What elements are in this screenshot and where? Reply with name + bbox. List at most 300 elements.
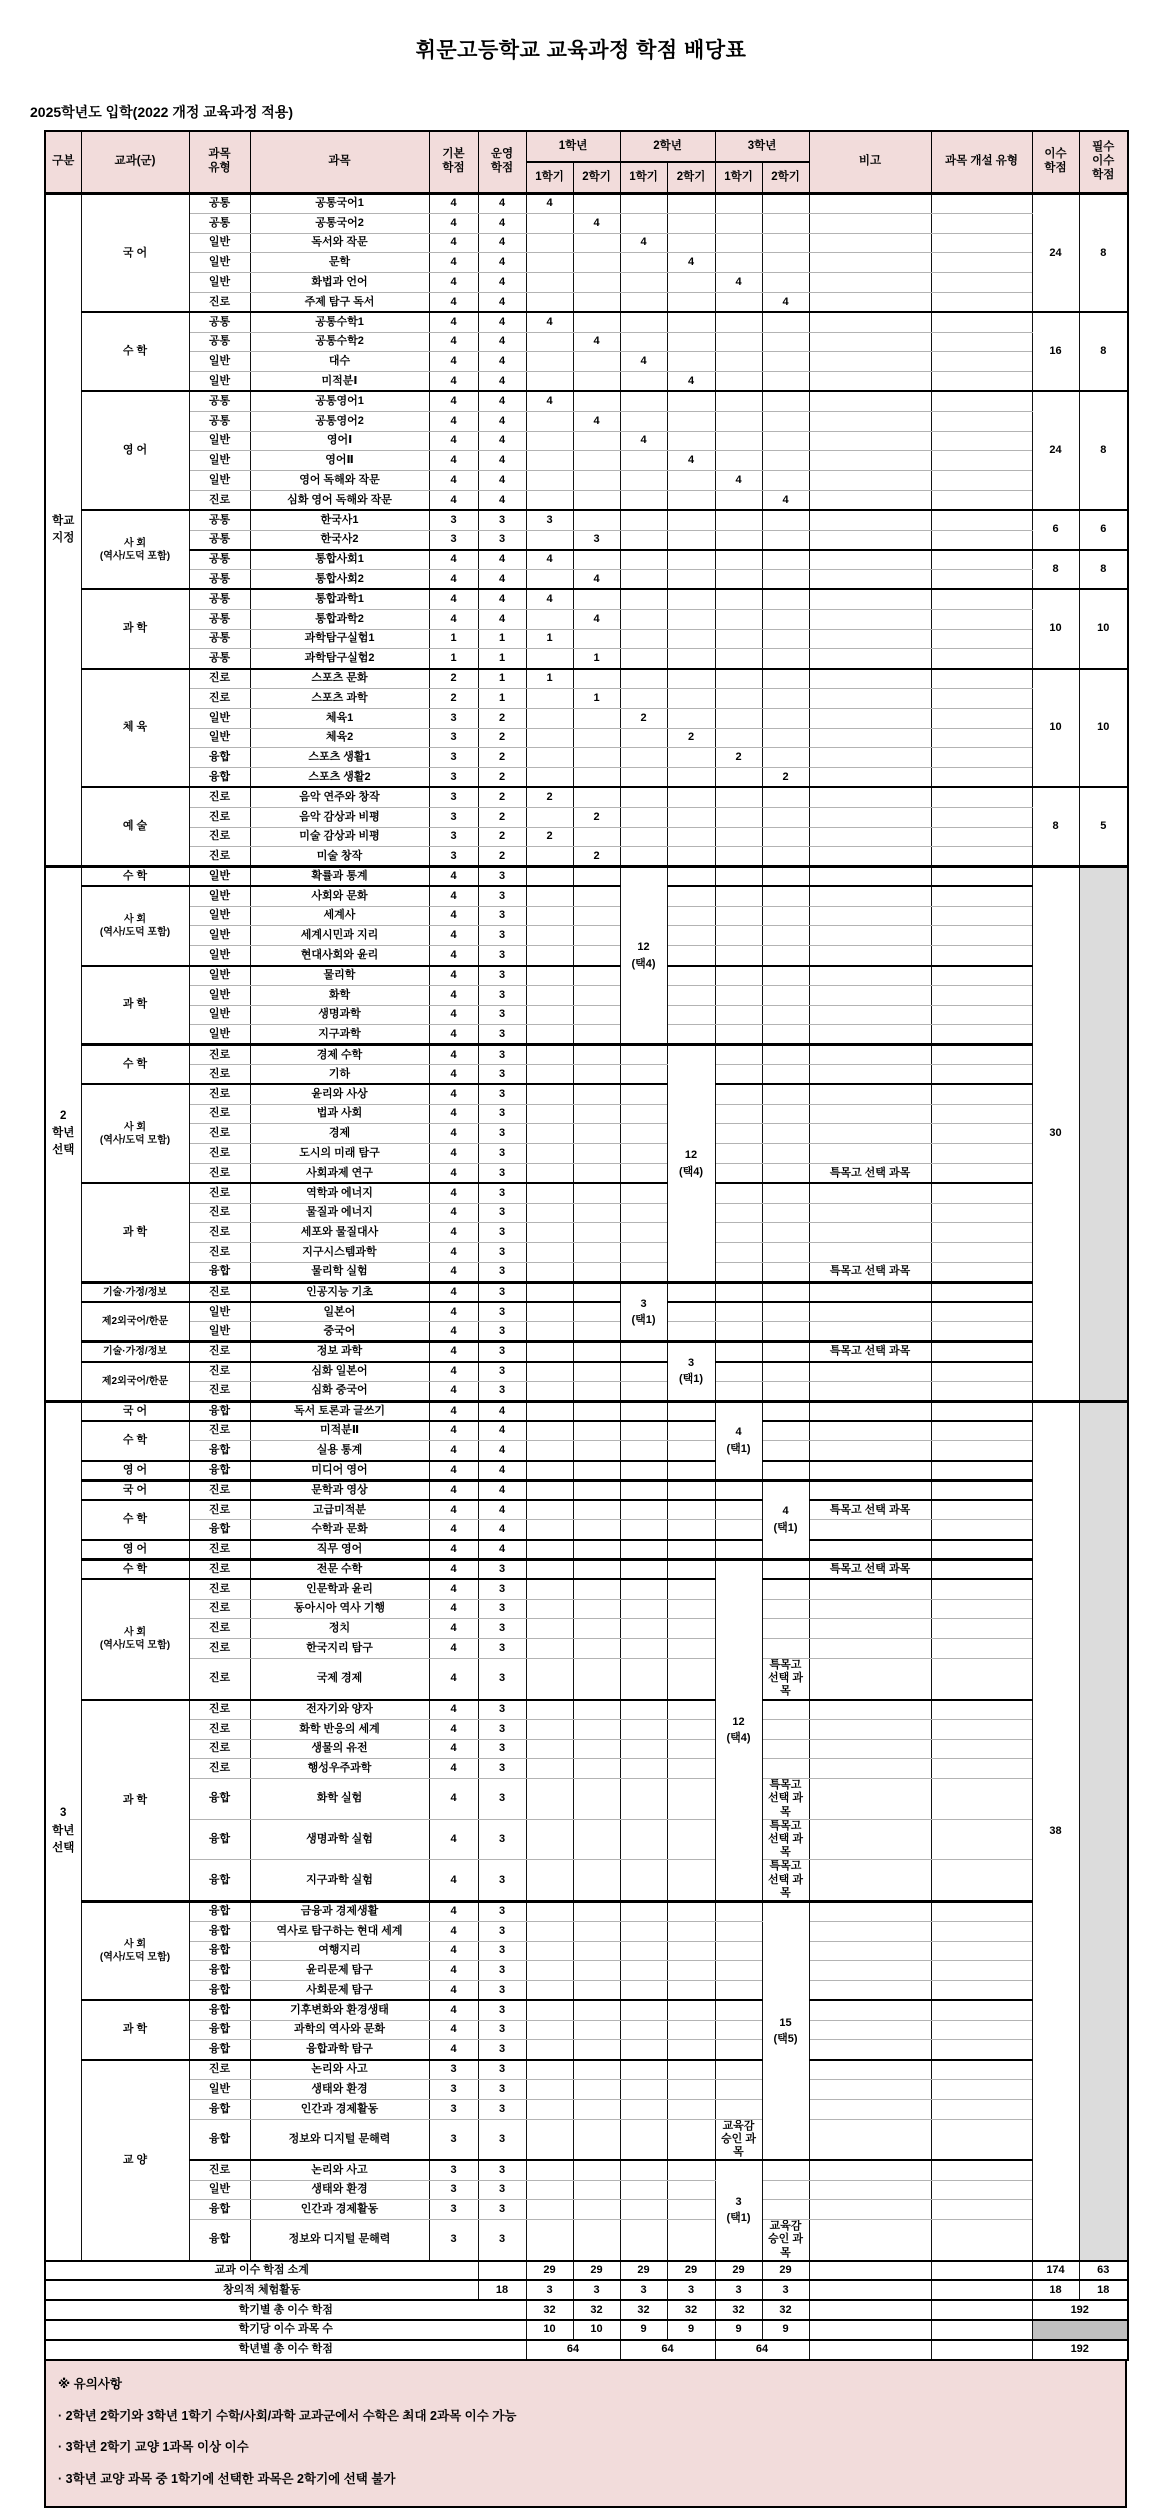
year1-sem2-cell bbox=[573, 273, 620, 293]
open-type-cell bbox=[931, 1819, 1032, 1860]
year3-sem2-cell: 4 (택1) bbox=[762, 1480, 809, 1559]
open-type-cell bbox=[931, 1322, 1032, 1342]
run-credit-cell: 3 bbox=[478, 1065, 526, 1085]
year1-sem2-cell bbox=[573, 669, 620, 689]
year2-sem2-cell bbox=[667, 985, 715, 1005]
required-credit-cell: 6 bbox=[1079, 510, 1128, 550]
base-credit-cell: 4 bbox=[429, 1065, 478, 1085]
base-credit-cell: 4 bbox=[429, 966, 478, 986]
year2-sem2-cell bbox=[667, 966, 715, 986]
run-credit-cell: 1 bbox=[478, 688, 526, 708]
year3-sem1-cell: 32 bbox=[715, 2300, 762, 2320]
year2-sem2-cell bbox=[667, 867, 715, 887]
year3-sem1-cell bbox=[715, 1144, 762, 1164]
year1-sem1-cell bbox=[526, 451, 573, 471]
open-type-cell bbox=[931, 1124, 1032, 1144]
page-subtitle: 2025학년도 입학(2022 개정 교육과정 적용) bbox=[30, 104, 293, 120]
remark-cell bbox=[809, 807, 931, 827]
year1-sem2-cell: 2 bbox=[573, 847, 620, 867]
year1-sem2-cell bbox=[573, 1183, 620, 1203]
year1-sem1-cell bbox=[526, 1362, 573, 1382]
year2-sem2-cell bbox=[667, 787, 715, 807]
year1-sem2-cell bbox=[573, 827, 620, 847]
base-credit-cell: 4 bbox=[429, 1540, 478, 1560]
course-name-cell: 실용 통계 bbox=[250, 1441, 429, 1461]
remark-cell bbox=[809, 926, 931, 946]
run-credit-cell: 3 bbox=[478, 1164, 526, 1184]
year1-sem1-cell: 1 bbox=[526, 669, 573, 689]
course-name-cell: 역학과 에너지 bbox=[250, 1183, 429, 1203]
course-type-cell: 공통 bbox=[189, 589, 250, 609]
base-credit-cell: 4 bbox=[429, 609, 478, 629]
base-credit-cell: 3 bbox=[429, 2160, 478, 2180]
course-name-cell: 과학탐구실험1 bbox=[250, 629, 429, 649]
year1-sem1-cell: 3 bbox=[526, 510, 573, 530]
year1-sem1-cell: 10 bbox=[526, 2320, 573, 2340]
year3-sem2-cell bbox=[762, 1025, 809, 1045]
run-credit-cell: 3 bbox=[478, 2020, 526, 2040]
year1-sem1-cell bbox=[526, 609, 573, 629]
course-name-cell: 논리와 사고 bbox=[250, 2060, 429, 2080]
year1-sem2-cell bbox=[573, 1540, 620, 1560]
year3-sem2-cell bbox=[762, 1065, 809, 1085]
base-credit-cell: 3 bbox=[429, 847, 478, 867]
year2-sem2-cell bbox=[667, 2060, 715, 2080]
remark-cell bbox=[809, 1819, 931, 1860]
year1-sem1-cell bbox=[526, 292, 573, 312]
base-credit-cell: 4 bbox=[429, 292, 478, 312]
year1-sem1-cell bbox=[526, 1223, 573, 1243]
open-type-cell bbox=[931, 1559, 1032, 1579]
run-credit-cell: 4 bbox=[478, 451, 526, 471]
subject-group-cell: 체 육 bbox=[81, 669, 189, 788]
remark-cell bbox=[809, 2340, 931, 2360]
year3-sem2-cell bbox=[762, 1164, 809, 1184]
base-credit-cell: 1 bbox=[429, 649, 478, 669]
year3-sem2-cell bbox=[762, 906, 809, 926]
year1-sem2-cell bbox=[573, 1941, 620, 1961]
year2-sem2-cell bbox=[667, 2220, 715, 2261]
remark-cell bbox=[809, 1322, 931, 1342]
year2-sem1-cell bbox=[620, 768, 667, 788]
open-type-cell bbox=[931, 1144, 1032, 1164]
course-type-cell: 진로 bbox=[189, 1065, 250, 1085]
year1-sem1-cell bbox=[526, 490, 573, 510]
year1-sem1-cell bbox=[526, 1639, 573, 1659]
course-type-cell: 진로 bbox=[189, 1183, 250, 1203]
year1-sem2-cell bbox=[573, 1144, 620, 1164]
course-type-cell: 일반 bbox=[189, 431, 250, 451]
course-name-cell: 세계사 bbox=[250, 906, 429, 926]
course-type-cell: 융합 bbox=[189, 748, 250, 768]
open-type-cell bbox=[931, 1700, 1032, 1720]
remark-cell bbox=[809, 431, 931, 451]
course-name-cell: 문학과 영상 bbox=[250, 1480, 429, 1500]
year1-sem2-cell bbox=[573, 233, 620, 253]
course-name-cell: 심화 영어 독해와 작문 bbox=[250, 490, 429, 510]
subject-group-cell: 수 학 bbox=[81, 867, 189, 887]
course-type-cell: 일반 bbox=[189, 253, 250, 273]
year2-sem1-cell bbox=[620, 510, 667, 530]
year2-sem2-cell bbox=[667, 391, 715, 411]
run-credit-cell: 4 bbox=[478, 550, 526, 570]
year1-sem1-cell bbox=[526, 273, 573, 293]
year3-sem1-cell bbox=[715, 946, 762, 966]
year1-sem1-cell bbox=[526, 1381, 573, 1401]
year2-sem2-cell bbox=[667, 233, 715, 253]
base-credit-cell: 3 bbox=[429, 510, 478, 530]
year3-sem2-cell bbox=[762, 451, 809, 471]
base-credit-cell: 4 bbox=[429, 1441, 478, 1461]
open-type-cell bbox=[931, 1203, 1032, 1223]
year1-sem1-cell: 29 bbox=[526, 2261, 573, 2281]
year3-sem2-cell bbox=[762, 1005, 809, 1025]
course-type-cell: 진로 bbox=[189, 1759, 250, 1779]
gubun-cell: 2 학년 선택 bbox=[45, 867, 81, 1402]
open-type-cell bbox=[931, 1759, 1032, 1779]
course-name-cell: 한국지리 탐구 bbox=[250, 1639, 429, 1659]
year2-sem1-cell bbox=[620, 451, 667, 471]
year2-sem2-cell bbox=[667, 847, 715, 867]
course-type-cell: 융합 bbox=[189, 2220, 250, 2261]
base-credit-cell: 4 bbox=[429, 1203, 478, 1223]
open-type-cell bbox=[931, 985, 1032, 1005]
year3-sem2-cell: 특목고 선택 과목 bbox=[762, 1819, 809, 1860]
year2-sem2-cell bbox=[667, 1540, 715, 1560]
year2-sem1-cell bbox=[620, 1362, 667, 1382]
year2-sem1-cell bbox=[620, 1381, 667, 1401]
open-type-cell bbox=[931, 1658, 1032, 1699]
year2-sem1-cell bbox=[620, 372, 667, 392]
subject-group-cell: 수 학 bbox=[81, 1045, 189, 1085]
base-credit-cell: 4 bbox=[429, 213, 478, 233]
year3-sem1-cell bbox=[715, 372, 762, 392]
year3-sem1-cell bbox=[715, 1540, 762, 1560]
year1-sem1-cell bbox=[526, 1779, 573, 1820]
year2-sem2-cell bbox=[667, 669, 715, 689]
remark-cell bbox=[809, 669, 931, 689]
year2-sem1-cell bbox=[620, 609, 667, 629]
year3-sem1-cell: 2 bbox=[715, 748, 762, 768]
run-credit-cell: 3 bbox=[478, 2060, 526, 2080]
courses-per-semester-empty bbox=[1032, 2320, 1128, 2340]
run-credit-cell: 2 bbox=[478, 827, 526, 847]
course-name-cell: 심화 중국어 bbox=[250, 1381, 429, 1401]
open-type-cell bbox=[931, 966, 1032, 986]
base-credit-cell: 4 bbox=[429, 1282, 478, 1302]
year1-sem1-cell bbox=[526, 1065, 573, 1085]
run-credit-cell: 3 bbox=[478, 1961, 526, 1981]
year1-sem1-cell: 2 bbox=[526, 787, 573, 807]
year1-sem2-cell bbox=[573, 391, 620, 411]
remark-cell bbox=[809, 1144, 931, 1164]
run-credit-cell: 3 bbox=[478, 1619, 526, 1639]
year3-sem2-cell bbox=[762, 688, 809, 708]
header-earned-credit: 이수 학점 bbox=[1032, 131, 1079, 194]
open-type-cell bbox=[931, 352, 1032, 372]
year2-sem2-cell bbox=[667, 926, 715, 946]
run-credit-cell: 3 bbox=[478, 530, 526, 550]
year1-sem2-cell bbox=[573, 1322, 620, 1342]
course-type-cell: 진로 bbox=[189, 1719, 250, 1739]
year1-sem1-cell bbox=[526, 807, 573, 827]
year1-sem1-cell: 64 bbox=[526, 2340, 620, 2360]
course-type-cell: 진로 bbox=[189, 1045, 250, 1065]
course-name-cell: 정보와 디지털 문해력 bbox=[250, 2119, 429, 2160]
year1-sem1-cell bbox=[526, 213, 573, 233]
remark-cell: 특목고 선택 과목 bbox=[809, 1342, 931, 1362]
year3-sem2-cell bbox=[762, 1599, 809, 1619]
year3-sem1-cell bbox=[715, 589, 762, 609]
year3-sem2-cell bbox=[762, 550, 809, 570]
year2-sem1-cell bbox=[620, 1263, 667, 1283]
year2-sem2-cell bbox=[667, 649, 715, 669]
course-type-cell: 융합 bbox=[189, 2200, 250, 2220]
header-y3s1: 1학기 bbox=[715, 162, 762, 194]
subject-group-cell: 국 어 bbox=[81, 1401, 189, 1421]
year3-sem2-cell: 3 bbox=[762, 2280, 809, 2300]
open-type-cell bbox=[931, 332, 1032, 352]
remark-cell bbox=[809, 1579, 931, 1599]
year3-sem1-cell bbox=[715, 1223, 762, 1243]
run-credit-cell: 3 bbox=[478, 1243, 526, 1263]
remark-cell bbox=[809, 1961, 931, 1981]
course-name-cell: 경제 수학 bbox=[250, 1045, 429, 1065]
base-credit-cell: 4 bbox=[429, 1719, 478, 1739]
year1-sem1-cell bbox=[526, 471, 573, 491]
course-type-cell: 진로 bbox=[189, 1223, 250, 1243]
remark-cell bbox=[809, 2280, 931, 2300]
run-credit-cell: 1 bbox=[478, 649, 526, 669]
year1-sem1-cell bbox=[526, 530, 573, 550]
year2-sem2-cell bbox=[667, 946, 715, 966]
run-credit-cell: 3 bbox=[478, 886, 526, 906]
year1-sem2-cell bbox=[573, 1381, 620, 1401]
year1-sem2-cell bbox=[573, 1779, 620, 1820]
run-credit-cell: 3 bbox=[478, 1579, 526, 1599]
open-type-cell bbox=[931, 292, 1032, 312]
year1-sem1-cell bbox=[526, 570, 573, 590]
course-type-cell: 진로 bbox=[189, 2160, 250, 2180]
year1-sem1-cell bbox=[526, 2080, 573, 2100]
run-credit-cell: 2 bbox=[478, 708, 526, 728]
open-type-cell bbox=[931, 411, 1032, 431]
remark-cell bbox=[809, 1223, 931, 1243]
year1-sem1-cell bbox=[526, 748, 573, 768]
year3-sem2-cell bbox=[762, 233, 809, 253]
year2-sem2-cell bbox=[667, 768, 715, 788]
course-name-cell: 독서와 작문 bbox=[250, 233, 429, 253]
base-credit-cell: 4 bbox=[429, 1759, 478, 1779]
open-type-cell bbox=[931, 570, 1032, 590]
year3-sem2-cell bbox=[762, 669, 809, 689]
header-subject-group: 교과(군) bbox=[81, 131, 189, 194]
run-credit-cell: 4 bbox=[478, 292, 526, 312]
course-type-cell: 진로 bbox=[189, 1500, 250, 1520]
remark-cell bbox=[809, 1599, 931, 1619]
course-name-cell: 스포츠 생활1 bbox=[250, 748, 429, 768]
base-credit-cell: 4 bbox=[429, 352, 478, 372]
year3-sem2-cell bbox=[762, 1243, 809, 1263]
year3-sem1-cell bbox=[715, 1104, 762, 1124]
course-type-cell: 일반 bbox=[189, 708, 250, 728]
year2-sem1-cell bbox=[620, 1084, 667, 1104]
run-credit-cell: 2 bbox=[478, 748, 526, 768]
year2-sem2-cell bbox=[667, 471, 715, 491]
remark-cell bbox=[809, 451, 931, 471]
year2-sem1-cell bbox=[620, 1719, 667, 1739]
year3-sem1-cell bbox=[715, 629, 762, 649]
year3-sem1-cell bbox=[715, 688, 762, 708]
year3-sem2-cell: 9 bbox=[762, 2320, 809, 2340]
year1-sem1-cell: 4 bbox=[526, 550, 573, 570]
year2-sem1-cell bbox=[620, 2180, 667, 2200]
remark-cell bbox=[809, 768, 931, 788]
course-type-cell: 융합 bbox=[189, 2099, 250, 2119]
run-credit-cell: 3 bbox=[478, 1124, 526, 1144]
course-name-cell: 인간과 경제활동 bbox=[250, 2200, 429, 2220]
run-credit-cell: 1 bbox=[478, 629, 526, 649]
year1-sem1-cell bbox=[526, 1263, 573, 1283]
year1-sem2-cell bbox=[573, 1579, 620, 1599]
year3-sem1-cell bbox=[715, 847, 762, 867]
remark-cell bbox=[809, 886, 931, 906]
year1-sem2-cell: 4 bbox=[573, 332, 620, 352]
open-type-cell bbox=[931, 2200, 1032, 2220]
course-type-cell: 공통 bbox=[189, 570, 250, 590]
gubun-cell: 학교 지정 bbox=[45, 194, 81, 867]
open-type-cell bbox=[931, 1981, 1032, 2001]
course-name-cell: 미적분Ⅰ bbox=[250, 372, 429, 392]
open-type-cell bbox=[931, 886, 1032, 906]
year1-sem2-cell bbox=[573, 1520, 620, 1540]
year1-sem2-cell bbox=[573, 1860, 620, 1902]
run-credit-cell: 3 bbox=[478, 946, 526, 966]
run-credit-cell: 3 bbox=[478, 985, 526, 1005]
year1-sem1-cell bbox=[526, 728, 573, 748]
year2-sem1-cell bbox=[620, 471, 667, 491]
base-credit-cell: 2 bbox=[429, 688, 478, 708]
year1-sem2-cell bbox=[573, 1500, 620, 1520]
earned-credit-cell: 16 bbox=[1032, 312, 1079, 391]
subject-group-cell: 국 어 bbox=[81, 1480, 189, 1500]
open-type-cell bbox=[931, 2020, 1032, 2040]
course-type-cell: 공통 bbox=[189, 530, 250, 550]
remark-cell bbox=[809, 292, 931, 312]
year1-sem2-cell: 32 bbox=[573, 2300, 620, 2320]
year1-sem1-cell bbox=[526, 886, 573, 906]
year2-sem1-cell bbox=[620, 2119, 667, 2160]
remark-cell bbox=[809, 233, 931, 253]
open-type-cell bbox=[931, 728, 1032, 748]
run-credit-cell: 3 bbox=[478, 867, 526, 887]
course-name-cell: 공통수학2 bbox=[250, 332, 429, 352]
year2-sem2-cell bbox=[667, 510, 715, 530]
year2-sem1-cell bbox=[620, 1981, 667, 2001]
year2-sem2-cell: 12 (택4) bbox=[667, 1045, 715, 1283]
earned-credit-cell: 10 bbox=[1032, 669, 1079, 788]
base-credit-cell: 4 bbox=[429, 2040, 478, 2060]
year3-sem2-cell bbox=[762, 1183, 809, 1203]
year2-sem2-cell bbox=[667, 1461, 715, 1481]
year3-sem2-cell bbox=[762, 1401, 809, 1421]
year1-sem2-cell bbox=[573, 1759, 620, 1779]
year1-sem1-cell bbox=[526, 1941, 573, 1961]
course-type-cell: 융합 bbox=[189, 1941, 250, 1961]
year2-sem2-cell: 32 bbox=[667, 2300, 715, 2320]
base-credit-cell: 4 bbox=[429, 1243, 478, 1263]
course-type-cell: 진로 bbox=[189, 1203, 250, 1223]
year3-sem2-cell: 15 (택5) bbox=[762, 1901, 809, 2160]
run-credit-cell: 4 bbox=[478, 1461, 526, 1481]
year1-sem2-cell: 3 bbox=[573, 530, 620, 550]
course-name-cell: 전문 수학 bbox=[250, 1559, 429, 1579]
note-item: · 3학년 교양 과목 중 1학기에 선택한 과목은 2학기에 선택 불가 bbox=[58, 2472, 396, 2487]
course-name-cell: 공통영어1 bbox=[250, 391, 429, 411]
course-name-cell: 인공지능 기초 bbox=[250, 1282, 429, 1302]
year2-sem2-cell bbox=[667, 827, 715, 847]
year1-sem1-cell bbox=[526, 1599, 573, 1619]
year1-sem1-cell bbox=[526, 708, 573, 728]
year2-sem1-cell bbox=[620, 2160, 667, 2180]
year3-sem2-cell bbox=[762, 1084, 809, 1104]
base-credit-cell: 4 bbox=[429, 1658, 478, 1699]
note-item: · 3학년 2학기 교양 1과목 이상 이수 bbox=[58, 2440, 249, 2455]
run-credit-cell: 3 bbox=[478, 2080, 526, 2100]
year2-sem1-cell bbox=[620, 1540, 667, 1560]
course-type-cell: 공통 bbox=[189, 649, 250, 669]
remark-cell bbox=[809, 748, 931, 768]
creative-activities-label: 창의적 체험활동 bbox=[45, 2280, 478, 2300]
year2-sem1-cell bbox=[620, 253, 667, 273]
open-type-cell bbox=[931, 688, 1032, 708]
year2-sem1-cell bbox=[620, 1759, 667, 1779]
year1-sem1-cell bbox=[526, 1901, 573, 1921]
open-type-cell bbox=[931, 1941, 1032, 1961]
year3-sem1-cell bbox=[715, 411, 762, 431]
course-type-cell: 융합 bbox=[189, 1263, 250, 1283]
remark-cell bbox=[809, 1540, 931, 1560]
course-type-cell: 진로 bbox=[189, 1480, 250, 1500]
remark-cell bbox=[809, 1084, 931, 1104]
course-type-cell: 일반 bbox=[189, 372, 250, 392]
year3-sem2-cell bbox=[762, 1700, 809, 1720]
open-type-cell bbox=[931, 1739, 1032, 1759]
year1-sem1-cell bbox=[526, 332, 573, 352]
year3-sem1-cell bbox=[715, 1164, 762, 1184]
base-credit-cell: 4 bbox=[429, 1421, 478, 1441]
base-credit-cell: 4 bbox=[429, 1901, 478, 1921]
open-type-cell bbox=[931, 1639, 1032, 1659]
run-credit-cell: 3 bbox=[478, 1381, 526, 1401]
year2-sem2-cell bbox=[667, 292, 715, 312]
curriculum-table bbox=[44, 130, 1129, 2361]
year3-sem2-cell bbox=[762, 1282, 809, 1302]
year2-sem1-cell bbox=[620, 1401, 667, 1421]
year3-sem2-cell bbox=[762, 649, 809, 669]
notes-box bbox=[44, 2361, 1127, 2508]
year3-sem1-cell bbox=[715, 213, 762, 233]
base-credit-cell: 4 bbox=[429, 886, 478, 906]
year1-sem1-cell bbox=[526, 1144, 573, 1164]
year1-sem2-cell bbox=[573, 1819, 620, 1860]
course-name-cell: 대수 bbox=[250, 352, 429, 372]
run-credit-cell bbox=[478, 2261, 526, 2281]
year1-sem1-cell bbox=[526, 2200, 573, 2220]
year2-sem2-cell bbox=[667, 332, 715, 352]
remark-cell bbox=[809, 1302, 931, 1322]
remark-cell bbox=[809, 728, 931, 748]
